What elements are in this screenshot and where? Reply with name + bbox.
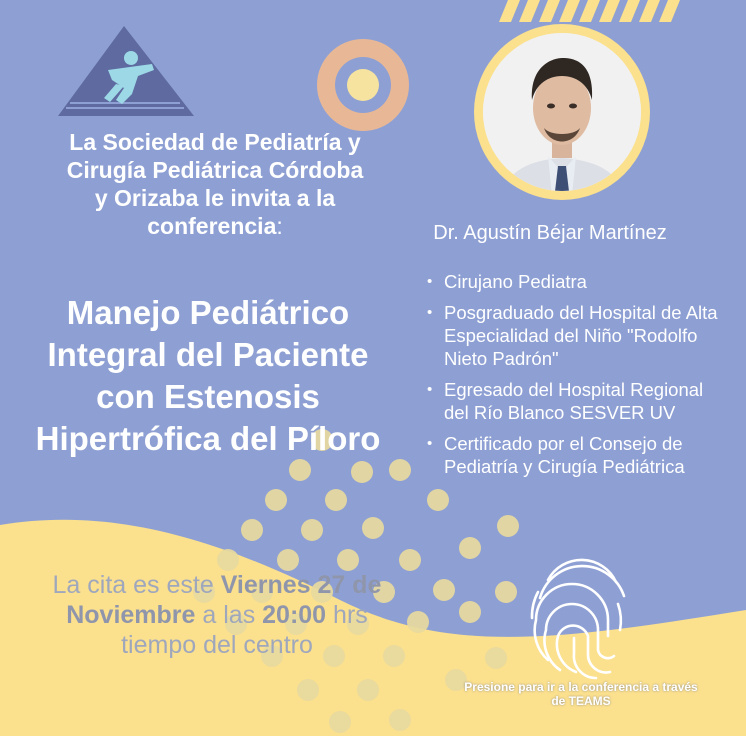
invitation-text bbox=[60, 128, 370, 240]
doctor-name: Dr. Agustín Béjar Martínez bbox=[433, 222, 667, 244]
diagonal-stripes bbox=[499, 0, 680, 22]
invitation-body: La Sociedad de Pediatría y Cirugía Pediátrica Córdoba y Orizaba le invita a la conferencia bbox=[66, 129, 364, 239]
credential-item: • Certificado por el Consejo de Pediatría y Cirugía Pediátrica bbox=[425, 432, 725, 478]
invitation-colon: : bbox=[276, 213, 283, 239]
credential-item: • Cirujano Pediatra bbox=[425, 270, 725, 293]
conference-title: Manejo Pediátrico Integral del Paciente con Estenosis Hipertrófica del Píloro bbox=[35, 294, 381, 457]
date-time: 20:00 bbox=[262, 601, 327, 629]
credential-item: • Egresado del Hospital Regional del Río Blanco SESVER UV bbox=[425, 378, 725, 424]
society-logo-icon bbox=[58, 26, 194, 116]
date-day: Viernes 27 de Noviembre bbox=[66, 571, 382, 629]
teams-link[interactable]: Presione para ir a la conferencia a través de TEAMS bbox=[464, 680, 698, 708]
date-middle: a las bbox=[195, 601, 263, 629]
doctor-credentials bbox=[425, 270, 725, 486]
event-date bbox=[52, 570, 382, 660]
date-prefix: La cita es este bbox=[52, 571, 221, 599]
decorative-ring bbox=[317, 39, 409, 131]
date-suffix: hrs tiempo del centro bbox=[121, 601, 368, 659]
credential-item: • Posgraduado del Hospital de Alta Especialidad del Niño "Rodolfo Nieto Padrón" bbox=[425, 301, 725, 370]
